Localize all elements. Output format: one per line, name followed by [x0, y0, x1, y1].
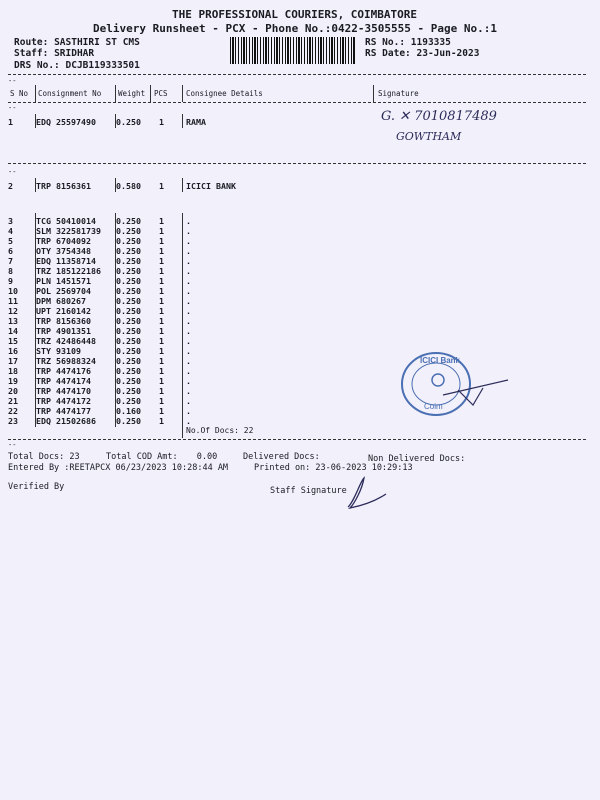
row-consignee: .	[186, 306, 191, 316]
total-cod-value: 0.00	[196, 452, 218, 462]
row-consignment: SLM 322581739	[36, 226, 101, 236]
table-row	[8, 117, 308, 127]
row-pcs: 1	[159, 316, 164, 326]
total-docs	[8, 452, 80, 462]
row-consignee: .	[186, 336, 191, 346]
row-sno: 22	[8, 406, 18, 416]
row-weight: 0.250	[116, 256, 141, 266]
drs-label: DRS No.:	[14, 60, 60, 71]
row-consignment: TRP 4474177	[36, 406, 91, 416]
staff-value: SRIDHAR	[54, 48, 95, 59]
row-weight: 0.250	[116, 316, 141, 326]
route-label: Route:	[14, 37, 49, 48]
row-weight: 0.250	[116, 216, 141, 226]
row-consignment: POL 2569704	[36, 286, 91, 296]
row-consignee: .	[186, 356, 191, 366]
row-weight: 0.250	[116, 396, 141, 406]
row-weight: 0.250	[116, 326, 141, 336]
row-consignee: .	[186, 256, 191, 266]
row-consignment: TRP 8156361	[36, 181, 91, 191]
row-consignee: .	[186, 396, 191, 406]
route-line	[14, 37, 140, 48]
row-consignee: .	[186, 276, 191, 286]
col-divider	[373, 85, 374, 102]
row-pcs: 1	[159, 236, 164, 246]
col-divider	[182, 178, 183, 192]
table-row	[8, 226, 308, 236]
col-consignee: Consignee Details	[186, 89, 263, 98]
row-pcs: 1	[159, 326, 164, 336]
col-divider	[115, 213, 116, 427]
row-consignment: TRP 8156360	[36, 316, 91, 326]
row-sno: 23	[8, 416, 18, 426]
row-weight: 0.250	[116, 376, 141, 386]
barcode	[230, 37, 355, 64]
row-consignee: .	[186, 286, 191, 296]
entered-by: Entered By :REETAPCX 06/23/2023 10:28:44 AM	[8, 463, 229, 473]
row-sno: 14	[8, 326, 18, 336]
row-pcs: 1	[159, 181, 164, 191]
row-weight: 0.250	[116, 336, 141, 346]
col-divider	[35, 213, 36, 427]
table-row	[8, 376, 308, 386]
table-row	[8, 326, 308, 336]
table-row	[8, 316, 308, 326]
table-row	[8, 246, 308, 256]
row-consignment: DPM 680267	[36, 296, 86, 306]
table-row	[8, 276, 308, 286]
staff-label: Staff:	[14, 48, 49, 59]
row-sno: 16	[8, 346, 18, 356]
col-divider	[182, 213, 183, 438]
rule-marker: --	[8, 441, 17, 449]
row-consignment: TRP 4474170	[36, 386, 91, 396]
table-row	[8, 386, 308, 396]
table-row	[8, 356, 308, 366]
runsheet-subtitle: Delivery Runsheet - PCX - Phone No.:0422-3505555 - Page No.:1	[93, 22, 497, 35]
row-weight: 0.250	[116, 117, 141, 127]
route-value: SASTHIRI ST CMS	[54, 37, 140, 48]
rule-marker: --	[8, 168, 17, 176]
row-weight: 0.250	[116, 266, 141, 276]
row-weight: 0.250	[116, 226, 141, 236]
row-pcs: 1	[159, 376, 164, 386]
table-top-rule	[8, 74, 586, 75]
row-consignee: .	[186, 216, 191, 226]
rs-date-label: RS Date:	[365, 48, 411, 59]
company-title: THE PROFESSIONAL COURIERS, COIMBATORE	[172, 8, 418, 21]
row-pcs: 1	[159, 216, 164, 226]
row-weight: 0.250	[116, 306, 141, 316]
row-sno: 3	[8, 216, 13, 226]
table-bottom-rule	[8, 439, 586, 440]
row-sno: 1	[8, 117, 13, 127]
row-separator-rule	[8, 163, 586, 164]
table-row	[8, 181, 308, 191]
row-weight: 0.250	[116, 366, 141, 376]
table-row	[8, 406, 308, 416]
row-consignment: TRZ 185122186	[36, 266, 101, 276]
row-sno: 8	[8, 266, 13, 276]
row-weight: 0.250	[116, 346, 141, 356]
row-consignment: TRP 6704092	[36, 236, 91, 246]
row-consignee: .	[186, 416, 191, 426]
row-weight: 0.250	[116, 296, 141, 306]
col-signature: Signature	[378, 89, 419, 98]
row-pcs: 1	[159, 416, 164, 426]
row-pcs: 1	[159, 276, 164, 286]
row-weight: 0.580	[116, 181, 141, 191]
drs-line	[14, 60, 140, 71]
row-sno: 18	[8, 366, 18, 376]
table-row	[8, 236, 308, 246]
row-consignee: RAMA	[186, 117, 206, 127]
row-consignee: .	[186, 236, 191, 246]
row-consignment: TRZ 56988324	[36, 356, 96, 366]
row-pcs: 1	[159, 266, 164, 276]
col-divider	[35, 178, 36, 192]
row-consignment: TCG 50410014	[36, 216, 96, 226]
total-cod-label: Total COD Amt:	[106, 452, 178, 462]
row-consignee: ICICI BANK	[186, 181, 236, 191]
row-consignee: .	[186, 406, 191, 416]
table-header-rule	[8, 102, 586, 103]
row-pcs: 1	[159, 117, 164, 127]
row-sno: 11	[8, 296, 18, 306]
row-pcs: 1	[159, 366, 164, 376]
row-sno: 9	[8, 276, 13, 286]
staff-signature-scribble	[340, 472, 400, 512]
col-divider	[182, 114, 183, 128]
rule-marker: --	[8, 77, 17, 85]
row-sno: 20	[8, 386, 18, 396]
col-divider	[35, 85, 36, 102]
table-row	[8, 416, 308, 426]
printed-on: Printed on: 23-06-2023 10:29:13	[254, 463, 413, 473]
table-row	[8, 266, 308, 276]
rs-no-value: 1193335	[410, 37, 451, 48]
col-consignment: Consignment No	[38, 89, 102, 98]
row-sno: 21	[8, 396, 18, 406]
rule-marker: --	[8, 104, 17, 112]
delivered-docs: Delivered Docs:	[243, 452, 320, 462]
total-docs-label: Total Docs:	[8, 452, 65, 462]
rs-date-value: 23-Jun-2023	[416, 48, 480, 59]
staff-line	[14, 48, 94, 59]
row-pcs: 1	[159, 226, 164, 236]
non-delivered-docs: Non Delivered Docs:	[368, 454, 466, 464]
row-consignee: .	[186, 266, 191, 276]
row-weight: 0.250	[116, 356, 141, 366]
row-weight: 0.250	[116, 386, 141, 396]
row-pcs: 1	[159, 356, 164, 366]
row-weight: 0.250	[116, 246, 141, 256]
handwritten-receiver-name: GOWTHAM	[396, 130, 462, 143]
row-consignment: OTY 3754348	[36, 246, 91, 256]
col-pcs: PCS	[154, 89, 168, 98]
row-consignee: .	[186, 316, 191, 326]
row-sno: 17	[8, 356, 18, 366]
row-weight: 0.250	[116, 286, 141, 296]
row-consignment: EDQ 25597490	[36, 117, 96, 127]
row-weight: 0.250	[116, 236, 141, 246]
row-consignee: .	[186, 296, 191, 306]
row-pcs: 1	[159, 406, 164, 416]
row-consignment: EDQ 11358714	[36, 256, 96, 266]
table-row	[8, 216, 308, 226]
row-sno: 6	[8, 246, 13, 256]
row-pcs: 1	[159, 256, 164, 266]
table-row	[8, 256, 308, 266]
row-pcs: 1	[159, 296, 164, 306]
no-of-docs: No.Of Docs: 22	[186, 426, 254, 435]
col-sno: S No	[10, 89, 29, 98]
table-row	[8, 286, 308, 296]
table-row	[8, 346, 308, 356]
row-sno: 5	[8, 236, 13, 246]
verified-by: Verified By	[8, 482, 65, 492]
rs-no-label: RS No.:	[365, 37, 406, 48]
row-sno: 19	[8, 376, 18, 386]
row-consignee: .	[186, 346, 191, 356]
rs-date-line	[365, 48, 479, 59]
row-pcs: 1	[159, 386, 164, 396]
row-consignment: EDQ 21502686	[36, 416, 96, 426]
row-sno: 15	[8, 336, 18, 346]
row-pcs: 1	[159, 336, 164, 346]
row-consignment: TRP 4901351	[36, 326, 91, 336]
row-weight: 0.160	[116, 406, 141, 416]
row-sno: 12	[8, 306, 18, 316]
table-row	[8, 396, 308, 406]
table-row	[8, 366, 308, 376]
row-consignment: TRZ 42486448	[36, 336, 96, 346]
row-consignee: .	[186, 246, 191, 256]
row-consignment: STY 93109	[36, 346, 81, 356]
row-weight: 0.250	[116, 416, 141, 426]
row-consignment: TRP 4474174	[36, 376, 91, 386]
col-weight: Weight	[118, 89, 146, 98]
row-sno: 10	[8, 286, 18, 296]
total-docs-value: 23	[69, 452, 80, 462]
drs-value: DCJB119333501	[65, 60, 140, 71]
row-consignment: UPT 2160142	[36, 306, 91, 316]
row-weight: 0.250	[116, 276, 141, 286]
row-pcs: 1	[159, 306, 164, 316]
row-consignment: TRP 4474176	[36, 366, 91, 376]
rs-no-line	[365, 37, 451, 48]
row-sno: 13	[8, 316, 18, 326]
row-sno: 7	[8, 256, 13, 266]
staff-signature-label: Staff Signature	[270, 486, 347, 496]
col-divider	[115, 85, 116, 102]
row-consignee: .	[186, 376, 191, 386]
col-divider	[35, 114, 36, 128]
row-pcs: 1	[159, 396, 164, 406]
row-pcs: 1	[159, 246, 164, 256]
col-divider	[150, 85, 151, 102]
stamp-text-top: ICICI Bank	[420, 356, 461, 365]
row-consignee: .	[186, 326, 191, 336]
stamp-text-bottom: Coim	[424, 402, 443, 411]
row-sno: 2	[8, 181, 13, 191]
table-row	[8, 296, 308, 306]
handwritten-receiver-line: G. ✕ 7010817489	[381, 109, 497, 124]
row-pcs: 1	[159, 286, 164, 296]
col-divider	[115, 178, 116, 192]
col-divider	[115, 114, 116, 128]
col-divider	[182, 85, 183, 102]
row-consignee: .	[186, 386, 191, 396]
row-consignment: PLN 1451571	[36, 276, 91, 286]
total-cod	[106, 452, 217, 462]
table-row	[8, 306, 308, 316]
table-row	[8, 336, 308, 346]
row-consignee: .	[186, 366, 191, 376]
row-consignment: TRP 4474172	[36, 396, 91, 406]
row-sno: 4	[8, 226, 13, 236]
row-consignee: .	[186, 226, 191, 236]
row-pcs: 1	[159, 346, 164, 356]
